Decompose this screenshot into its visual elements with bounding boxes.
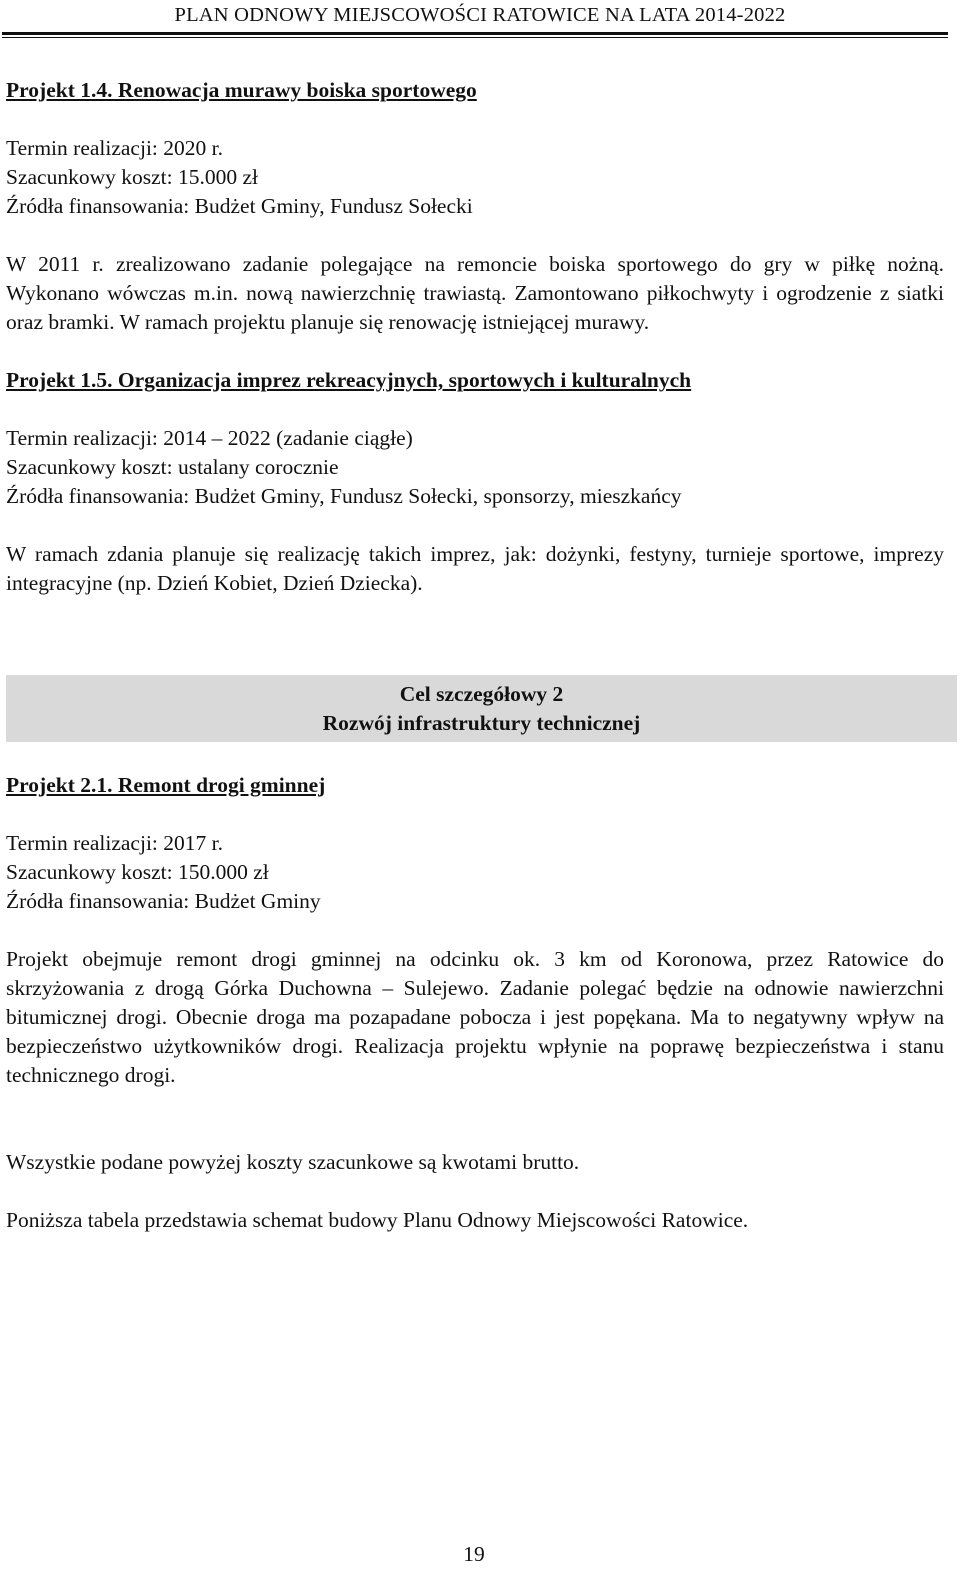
project-term: Termin realizacji: 2017 r. [6, 831, 223, 855]
header-rule-thick [2, 32, 948, 35]
project-term: Termin realizacji: 2014 – 2022 (zadanie ciągłe) [6, 426, 413, 450]
document-body [6, 76, 944, 598]
header-rule-thin [2, 37, 948, 38]
project-2-1 [6, 771, 944, 1090]
project-cost: Szacunkowy koszt: ustalany corocznie [6, 455, 339, 479]
project-1-4 [6, 76, 944, 337]
goal-banner [6, 675, 957, 742]
project-description: Projekt obejmuje remont drogi gminnej na odcinku ok. 3 km od Koronowa, przez Ratowice do skrzyżowania z drogą Górka Duchowna – Sulejewo. Zadanie polegać będzie na odnowie nawierzchni bitumicznej drogi. Obecnie droga ma pozapadane pobocza i jest popękana. Ma to negatywny wpływ na bezpieczeństwo użytkowników drogi. Realizacja projektu wpłynie na poprawę bezpieczeństwa i stanu technicznego drogi. [6, 947, 944, 1087]
project-description: W ramach zdania planuje się realizację takich imprez, jak: dożynki, festyny, turnieje sportowe, imprezy integracyjne (np. Dzień Kobiet, Dzień Dziecka). [6, 542, 944, 595]
goal-number: Cel szczegółowy 2 [399, 682, 564, 706]
project-funding: Źródła finansowania: Budżet Gminy, Fundusz Sołecki, sponsorzy, mieszkańcy [6, 484, 682, 508]
table-note: Poniższa tabela przedstawia schemat budowy Planu Odnowy Miejscowości Ratowice. [6, 1208, 749, 1232]
project-cost: Szacunkowy koszt: 15.000 zł [6, 165, 258, 189]
project-cost: Szacunkowy koszt: 150.000 zł [6, 860, 269, 884]
project-heading: Projekt 1.4. Renowacja murawy boiska sportowego [6, 78, 477, 102]
document-body-2 [6, 771, 944, 1235]
page-number: 19 [463, 1542, 485, 1566]
project-description: W 2011 r. zrealizowano zadanie polegające na remoncie boiska sportowego do gry w piłkę nożną. Wykonano wówczas m.in. nową nawierzchnię trawiastą. Zamontowano piłkochwyty i ogrodzenie z siatki oraz bramki. W ramach projektu planuje się renowację istniejącej murawy. [6, 252, 944, 334]
project-heading: Projekt 2.1. Remont drogi gminnej [6, 773, 326, 797]
project-heading: Projekt 1.5. Organizacja imprez rekreacyjnych, sportowych i kulturalnych [6, 368, 692, 392]
goal-title: Rozwój infrastruktury technicznej [322, 711, 641, 735]
project-term: Termin realizacji: 2020 r. [6, 136, 223, 160]
project-1-5 [6, 366, 944, 598]
project-funding: Źródła finansowania: Budżet Gminy [6, 889, 321, 913]
costs-note: Wszystkie podane powyżej koszty szacunkowe są kwotami brutto. [6, 1150, 580, 1174]
project-funding: Źródła finansowania: Budżet Gminy, Fundusz Sołecki [6, 194, 473, 218]
running-header: PLAN ODNOWY MIEJSCOWOŚCI RATOWICE NA LATA 2014-2022 [174, 4, 786, 26]
